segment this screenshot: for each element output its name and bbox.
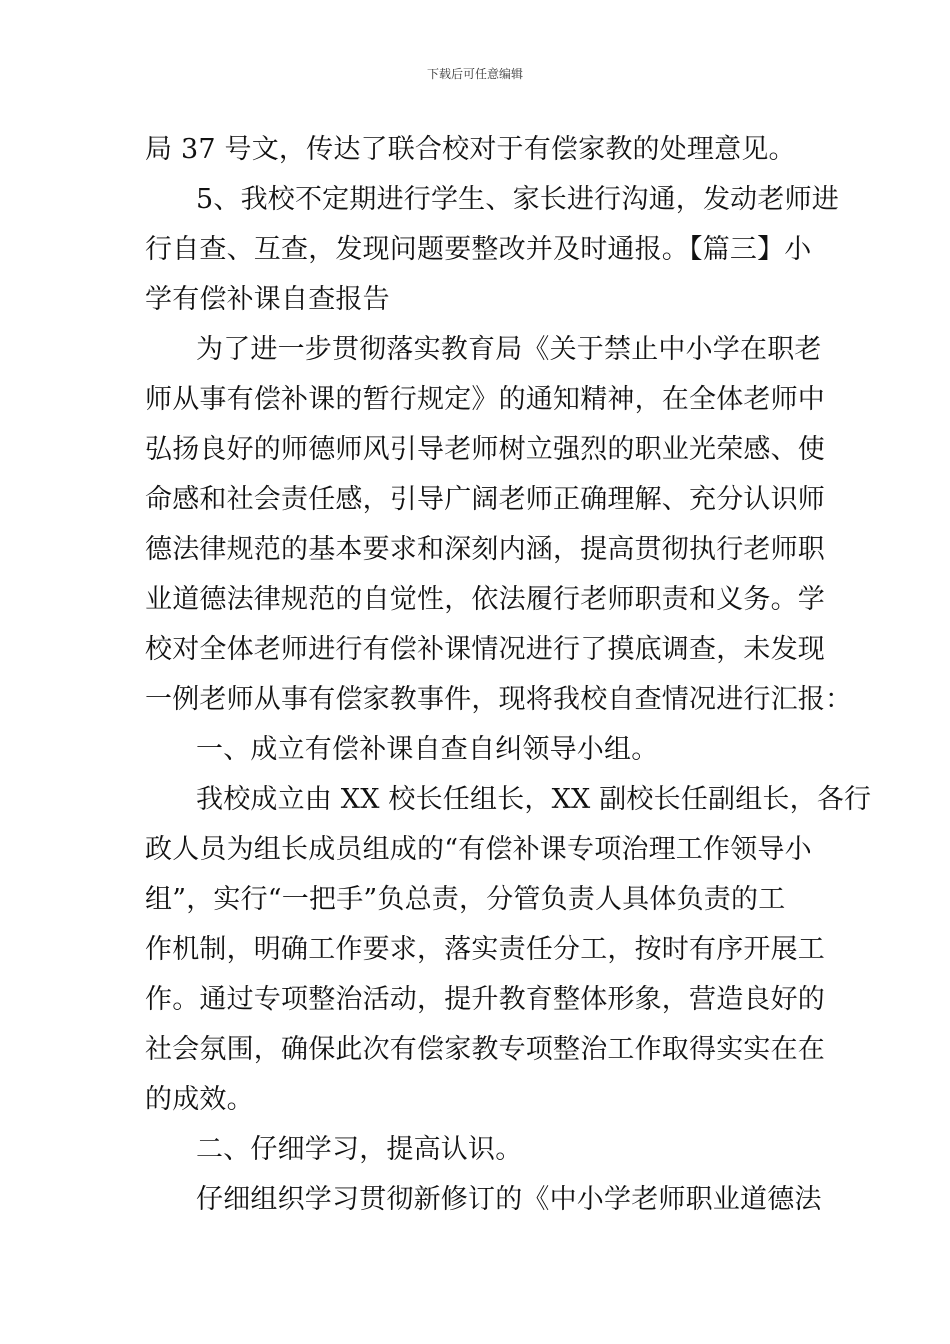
body-line: 仔细组织学习贯彻新修订的《中小学老师职业道德法 xyxy=(196,1184,822,1215)
body-line: 我校成立由 XX 校长任组长，XX 副校长任副组长，各行 xyxy=(196,784,872,815)
body-line: 作机制，明确工作要求，落实责任分工，按时有序开展工 xyxy=(145,934,825,965)
body-line: 政人员为组长成员组成的“有偿补课专项治理工作领导小 xyxy=(145,834,812,865)
body-line: 的成效。 xyxy=(145,1084,254,1115)
body-line: 师从事有偿补课的暂行规定》的通知精神，在全体老师中 xyxy=(145,384,825,415)
body-line: 5、我校不定期进行学生、家长进行沟通，发动老师进 xyxy=(196,184,839,215)
body-line: 命感和社会责任感，引导广阔老师正确理解、充分认识师 xyxy=(145,484,825,515)
body-line: 业道德法律规范的自觉性，依法履行老师职责和义务。学 xyxy=(145,584,825,615)
body-line: 局 37 号文，传达了联合校对于有偿家教的处理意见。 xyxy=(145,134,796,165)
body-line: 德法律规范的基本要求和深刻内涵，提高贯彻执行老师职 xyxy=(145,534,825,565)
section-heading: 二、仔细学习，提高认识。 xyxy=(196,1134,523,1165)
body-line: 一例老师从事有偿家教事件，现将我校自查情况进行汇报： xyxy=(145,684,853,715)
body-line: 弘扬良好的师德师风引导老师树立强烈的职业光荣感、使 xyxy=(145,434,825,465)
body-line: 为了进一步贯彻落实教育局《关于禁止中小学在职老 xyxy=(196,334,822,365)
body-line: 校对全体老师进行有偿补课情况进行了摸底调查，未发现 xyxy=(145,634,825,665)
body-line: 作。通过专项整治活动，提升教育整体形象，营造良好的 xyxy=(145,984,825,1015)
section-heading: 一、成立有偿补课自查自纠领导小组。 xyxy=(196,734,659,765)
body-line: 学有偿补课自查报告 xyxy=(145,284,390,315)
body-line: 行自查、互查，发现问题要整改并及时通报。【篇三】小 xyxy=(145,234,812,265)
body-line: 社会氛围，确保此次有偿家教专项整治工作取得实实在在 xyxy=(145,1034,825,1065)
page-header-note: 下载后可任意编辑 xyxy=(426,67,523,81)
body-line: 组”，实行“一把手”负总责，分管负责人具体负责的工 xyxy=(145,884,786,915)
